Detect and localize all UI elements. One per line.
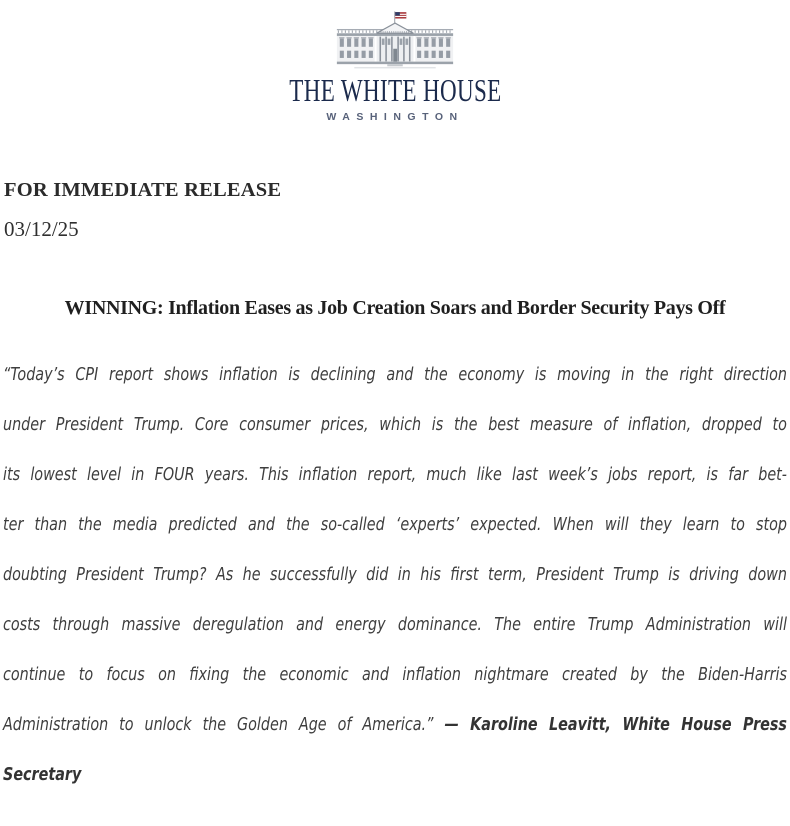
quote-attribution: — Karoline Leavitt, White House Press bbox=[444, 714, 787, 735]
release-date: 03/12/25 bbox=[4, 217, 79, 241]
quote-paragraph bbox=[3, 350, 787, 800]
quote-line: under President Trump. Core consumer prices, which is the best measure of inflation, dropped to bbox=[3, 414, 787, 435]
headline: WINNING: Inflation Eases as Job Creation Soars and Border Security Pays Off bbox=[64, 297, 726, 319]
quote-line: ter than the media predicted and the so-called ‘experts’ expected. When will they learn to stop bbox=[3, 514, 787, 535]
us-flag-icon bbox=[394, 11, 406, 24]
whitehouse-wordmark: THE WHITE HOUSE bbox=[288, 72, 502, 108]
quote-line: its lowest level in FOUR years. This inflation report, much like last week’s jobs report, is far bet- bbox=[3, 464, 787, 485]
quote-line: continue to focus on fixing the economic and inflation nightmare created by the Biden-Harris bbox=[3, 664, 787, 685]
quote-line: “Today’s CPI report shows inflation is declining and the economy is moving in the right direction bbox=[3, 364, 787, 385]
quote-line: costs through massive deregulation and energy dominance. The entire Trump Administration will bbox=[3, 614, 787, 635]
whitehouse-logo bbox=[0, 10, 790, 123]
quote-attribution-line bbox=[3, 750, 787, 800]
quote-line: doubting President Trump? As he successfully did in his first term, President Trump is driving down bbox=[3, 564, 787, 585]
washington-label: WASHINGTON bbox=[326, 111, 464, 123]
white-house-building-icon bbox=[331, 10, 459, 72]
quote-closing-line bbox=[3, 700, 787, 750]
quote-closing-text: Administration to unlock the Golden Age of America.” bbox=[3, 714, 445, 735]
release-tag: FOR IMMEDIATE RELEASE bbox=[4, 179, 282, 201]
quote-attribution-cont: Secretary bbox=[3, 764, 82, 785]
